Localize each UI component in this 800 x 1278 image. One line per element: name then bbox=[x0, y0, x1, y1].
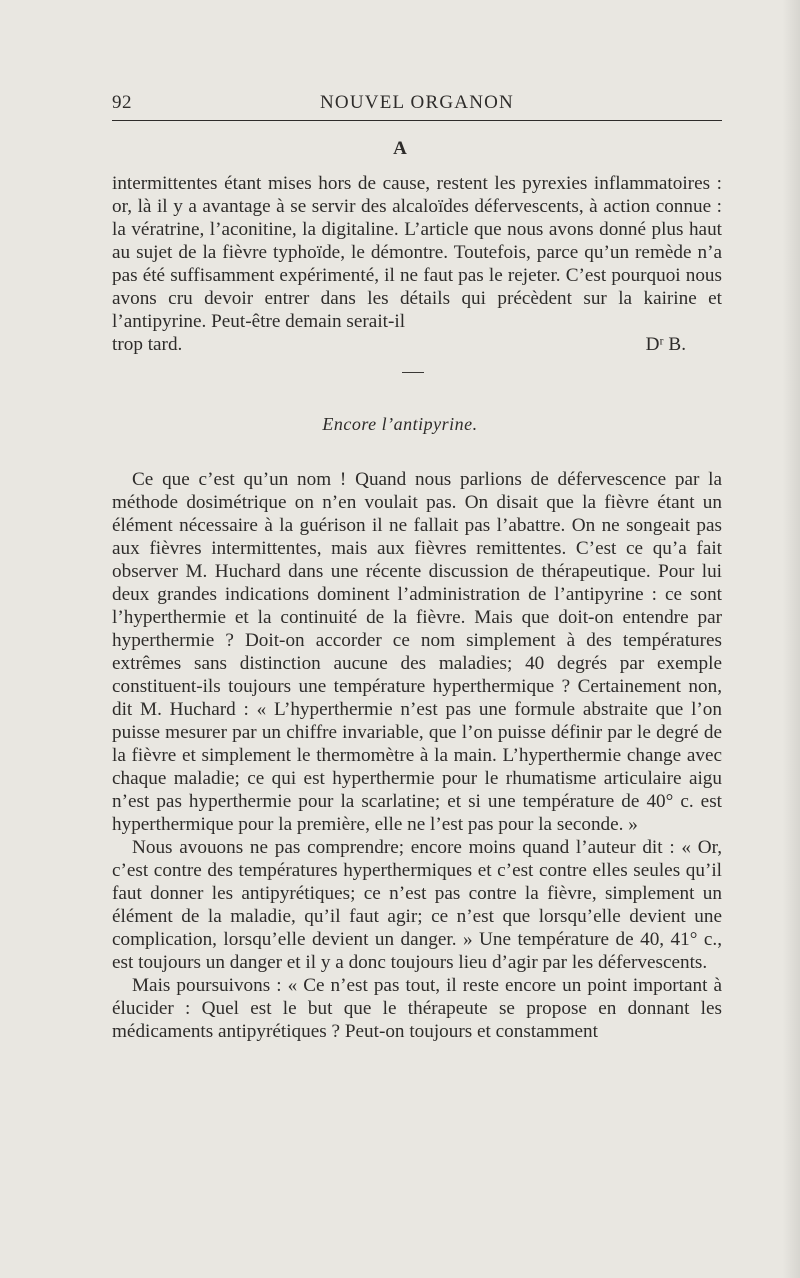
page-edge-shadow bbox=[782, 0, 800, 1278]
running-header bbox=[112, 92, 722, 118]
closing-paragraph-block bbox=[112, 172, 722, 356]
section-title: Encore l’antipyrine. bbox=[322, 414, 478, 434]
paragraph: intermittentes étant mises hors de cause, restent les pyrexies inflammatoires : or, là il y a avantage à se servir des alcaloïdes défervescents, à action connue : la vératrine, l’aconitine, la digitaline. L’article que nous avons donné plus haut au sujet de la fièvre typhoïde, le démontre. Toutefois, parce qu’un remède n’a pas été suffisamment expérimenté, il ne faut pas le rejeter. C’est pourquoi nous avons cru devoir entrer dans les détails qui précèdent sur la kairine et l’antipyrine. Peut-être demain serait-il bbox=[112, 173, 722, 332]
paragraph: Nous avouons ne pas comprendre; encore moins quand l’auteur dit : « Or, c’est contre des températures hyperthermiques et c’est contre elles seules qu’il faut donner les antipyrétiques; ce n’est pas contre la fièvre, simplement un élément de la maladie, qu’il faut agir; ce n’est que lorsqu’elle devient une complication, lorsqu’elle devient un danger. » Une température de 40, 41° c., est toujours un danger et il y a donc toujours lieu d’agir par les défervescents. bbox=[112, 837, 722, 973]
header-rule bbox=[112, 120, 722, 121]
running-title: NOUVEL ORGANON bbox=[320, 92, 514, 113]
section-divider bbox=[402, 372, 424, 373]
paragraph: Ce que c’est qu’un nom ! Quand nous parlions de défervescence par la méthode dosimétrique on n’en voulait pas. On disait que la fièvre étant un élément nécessaire à la guérison il ne fallait pas l’abattre. On ne songeait pas aux fièvres intermittentes, mais aux fièvres remittentes. C’est ce qu’a fait observer M. Huchard dans une récente discussion de thérapeutique. Pour lui deux grandes indications dominent l’administration de l’antipyrine : ce sont l’hyperthermie et la continuité de la fièvre. Mais que doit-on entendre par hyperthermie ? Doit-on accorder ce nom simplement à des températures extrêmes sans distinction aucune des maladies; 40 degrés par exemple constituent-ils toujours une température hyperthermique ? Certainement non, dit M. Huchard : « L’hyperthermie n’est pas une formule abstraite que l’on puisse mesurer par un chiffre invariable, que l’on puisse définir par le degré de la fièvre et simplement le thermomètre à la main. L’hyperthermie change avec chaque maladie; ce qui est hyperthermie pour le rhumatisme articulaire aigu n’est pas hyperthermie pour la scarlatine; et si une température de 40° c. est hyperthermique pour la première, elle ne l’est pas pour la seconde. » bbox=[112, 469, 722, 835]
signature-line bbox=[112, 333, 722, 356]
paragraph: Mais poursuivons : « Ce n’est pas tout, il reste encore un point important à élucider : Quel est le but que le thérapeute se propose en donnant les médicaments antipyrétiques ? Peut-on toujours et constamment bbox=[112, 975, 722, 1042]
section-letter: A bbox=[393, 138, 407, 159]
article-body bbox=[112, 468, 722, 1043]
paragraph-last-line: trop tard. bbox=[112, 334, 183, 355]
page-number: 92 bbox=[112, 92, 132, 113]
signature: Dʳ B. bbox=[645, 334, 686, 355]
